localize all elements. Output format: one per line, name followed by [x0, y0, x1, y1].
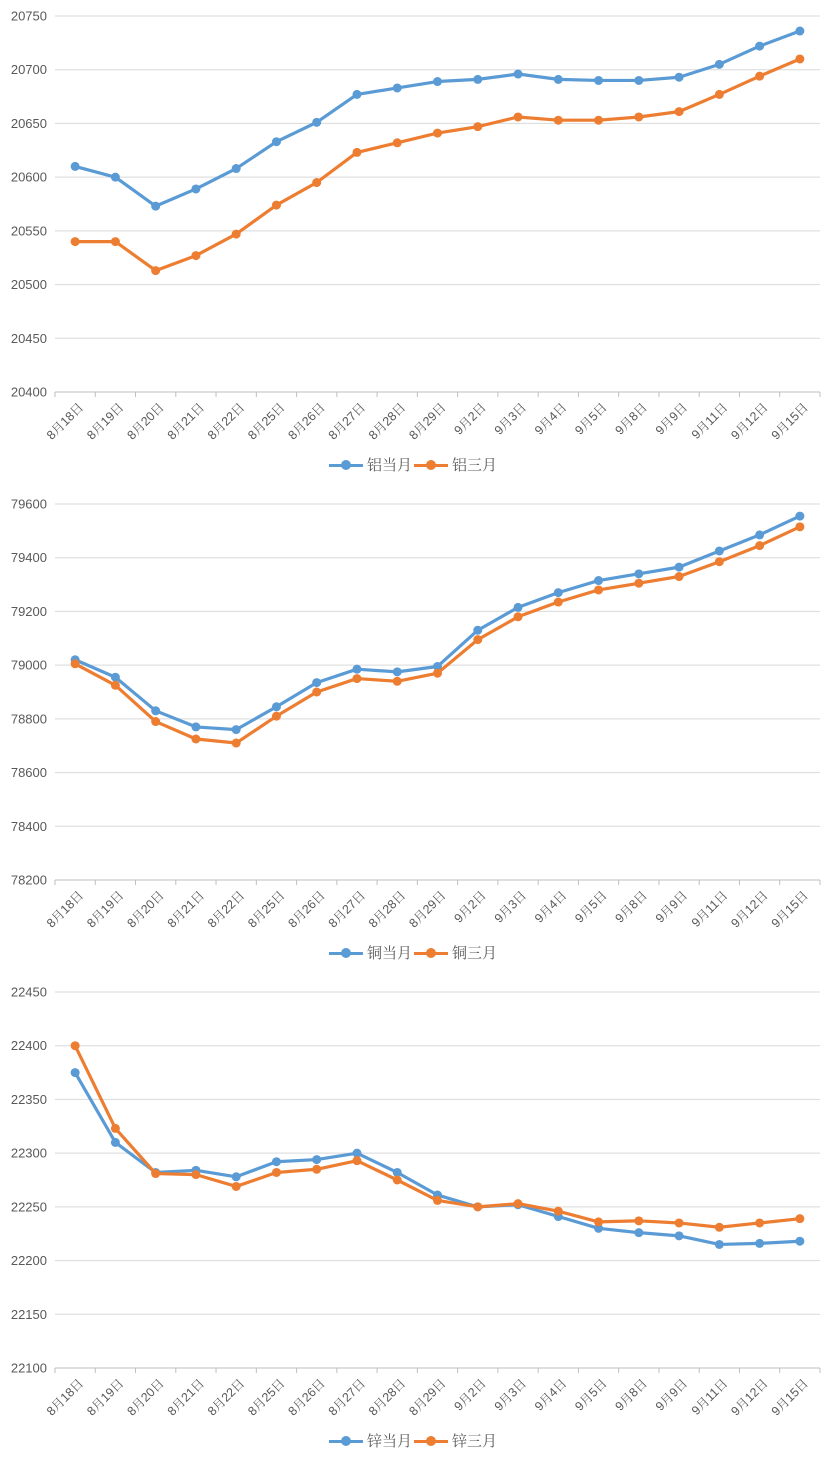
x-axis-tick-label: 9月2日	[451, 1376, 489, 1414]
x-axis-tick-label: 9月2日	[451, 400, 489, 438]
y-axis-tick-label: 20600	[10, 169, 47, 185]
y-axis-tick-label: 79600	[10, 496, 47, 512]
y-axis-tick-label: 79000	[10, 657, 47, 673]
y-axis-tick-label: 22200	[10, 1253, 47, 1269]
legend-item-zinc-three-month	[414, 1434, 497, 1449]
x-axis-tick-label: 9月12日	[728, 888, 771, 931]
x-axis-labels	[44, 888, 811, 930]
x-axis-tick-label: 8月20日	[124, 888, 167, 931]
x-axis-tick-label: 9月15日	[768, 400, 811, 443]
dot-marker-icon	[341, 1436, 351, 1446]
legend-item-zinc-current-month	[329, 1434, 412, 1449]
x-axis-tick-label: 9月3日	[491, 400, 530, 438]
y-axis-tick-label: 22400	[10, 1038, 47, 1054]
legend-item-copper-current-month	[329, 946, 412, 961]
x-axis-tick-label: 8月18日	[43, 888, 87, 931]
gridlines	[11, 9, 820, 400]
dot-marker-icon	[426, 948, 436, 958]
x-axis-tick-label: 9月4日	[532, 400, 570, 438]
x-axis-tick-label: 9月8日	[612, 400, 650, 438]
x-axis-tick-label: 9月12日	[728, 400, 771, 443]
legend-label: 铝三月	[452, 456, 498, 474]
x-axis-tick-label: 8月21日	[164, 1376, 208, 1419]
x-axis-tick-label: 8月22日	[204, 888, 248, 931]
x-axis-tick-label: 9月8日	[612, 888, 650, 926]
copper-chart-legend	[0, 940, 826, 966]
x-axis-tick-label: 8月25日	[245, 400, 288, 443]
x-axis-tick-label: 9月11日	[688, 400, 731, 442]
y-axis-tick-label: 22350	[10, 1091, 47, 1107]
y-axis-tick-label: 79400	[10, 550, 47, 566]
x-axis-tick-label: 8月26日	[285, 1376, 328, 1419]
series-line-0	[71, 1068, 805, 1249]
x-axis-tick-label: 9月2日	[451, 888, 489, 926]
x-axis-tick-label: 9月15日	[768, 1376, 811, 1419]
x-axis-labels	[44, 400, 811, 442]
x-axis-tick-label: 8月29日	[406, 888, 449, 931]
y-axis-tick-label: 20750	[10, 8, 47, 24]
y-axis-tick-label: 22150	[10, 1306, 47, 1322]
x-axis-tick-label: 8月20日	[124, 400, 167, 443]
legend-label: 锌三月	[452, 1432, 498, 1450]
chart-block-zinc	[0, 976, 826, 1454]
x-axis-ticks	[55, 880, 820, 885]
y-axis-tick-label: 20700	[10, 62, 47, 78]
series-line-1	[71, 54, 805, 275]
x-axis-tick-label: 9月9日	[652, 1376, 691, 1414]
dot-marker-icon	[426, 1436, 436, 1446]
legend-label: 铜三月	[452, 944, 498, 962]
x-axis-labels	[44, 1376, 811, 1418]
line-marker-icon	[414, 464, 448, 467]
legend-item-aluminum-current-month	[329, 458, 412, 473]
x-axis-tick-label: 8月27日	[325, 888, 369, 931]
series-line-1	[71, 522, 805, 747]
y-axis-tick-label: 20650	[10, 115, 47, 131]
y-axis-tick-label: 78400	[10, 818, 47, 834]
x-axis-tick-label: 9月11日	[688, 1376, 731, 1418]
x-axis-tick-label: 9月9日	[652, 400, 691, 438]
y-axis-tick-label: 20550	[10, 223, 47, 239]
line-marker-icon	[414, 1440, 448, 1443]
x-axis-tick-label: 8月29日	[406, 1376, 449, 1419]
x-axis-tick-label: 8月28日	[366, 1376, 409, 1419]
dot-marker-icon	[426, 460, 436, 470]
x-axis-tick-label: 9月3日	[491, 888, 530, 926]
x-axis-tick-label: 9月11日	[688, 888, 731, 930]
zinc-price-line-chart	[0, 976, 826, 1428]
legend-label: 铜当月	[366, 944, 412, 962]
x-axis-tick-label: 9月15日	[768, 888, 811, 931]
y-axis-tick-label: 78800	[10, 711, 47, 727]
y-axis-tick-label: 78600	[10, 765, 47, 781]
x-axis-tick-label: 8月18日	[43, 400, 87, 443]
x-axis-tick-label: 9月4日	[532, 888, 570, 926]
copper-price-line-chart	[0, 488, 826, 940]
aluminum-price-line-chart	[0, 0, 826, 452]
chart-block-copper	[0, 488, 826, 966]
x-axis-ticks	[55, 1368, 820, 1373]
series-line-1	[71, 1041, 805, 1232]
x-axis-tick-label: 8月29日	[406, 400, 449, 443]
zinc-chart-legend	[0, 1428, 826, 1454]
x-axis-tick-label: 8月20日	[124, 1376, 167, 1419]
y-axis-tick-label: 22300	[10, 1145, 47, 1161]
x-axis-tick-label: 8月26日	[285, 400, 328, 443]
legend-label: 铝当月	[366, 456, 412, 474]
x-axis-tick-label: 9月5日	[572, 888, 610, 926]
line-marker-icon	[329, 1440, 363, 1443]
line-marker-icon	[414, 952, 448, 955]
x-axis-tick-label: 8月28日	[366, 888, 409, 931]
x-axis-tick-label: 8月26日	[285, 888, 328, 931]
x-axis-tick-label: 8月21日	[164, 400, 208, 443]
x-axis-tick-label: 9月8日	[612, 1376, 650, 1414]
x-axis-ticks	[55, 392, 820, 397]
x-axis-tick-label: 9月4日	[532, 1376, 570, 1414]
aluminum-chart-legend	[0, 452, 826, 478]
x-axis-tick-label: 8月22日	[204, 1376, 248, 1419]
y-axis-tick-label: 20400	[10, 384, 47, 400]
chart-block-aluminum	[0, 0, 826, 478]
x-axis-tick-label: 8月25日	[245, 888, 288, 931]
x-axis-tick-label: 9月12日	[728, 1376, 771, 1419]
y-axis-tick-label: 22100	[10, 1360, 47, 1376]
x-axis-tick-label: 8月27日	[325, 1376, 369, 1419]
x-axis-tick-label: 9月9日	[652, 888, 691, 926]
x-axis-tick-label: 9月5日	[572, 1376, 610, 1414]
x-axis-tick-label: 8月19日	[84, 888, 127, 931]
x-axis-tick-label: 9月3日	[491, 1376, 530, 1414]
x-axis-tick-label: 8月28日	[366, 400, 409, 443]
y-axis-tick-label: 78200	[10, 872, 47, 888]
y-axis-tick-label: 20450	[10, 330, 47, 346]
legend-item-aluminum-three-month	[414, 458, 497, 473]
x-axis-tick-label: 8月27日	[325, 400, 369, 443]
y-axis-tick-label: 79200	[10, 603, 47, 619]
y-axis-tick-label: 22250	[10, 1199, 47, 1215]
legend-item-copper-three-month	[414, 946, 497, 961]
series-line-0	[71, 27, 805, 211]
y-axis-tick-label: 22450	[10, 984, 47, 1000]
x-axis-tick-label: 8月22日	[204, 400, 248, 443]
y-axis-tick-label: 20500	[10, 277, 47, 293]
x-axis-tick-label: 9月5日	[572, 400, 610, 438]
x-axis-tick-label: 8月21日	[164, 888, 208, 931]
line-marker-icon	[329, 464, 363, 467]
x-axis-tick-label: 8月18日	[43, 1376, 87, 1419]
legend-label: 锌当月	[366, 1432, 412, 1450]
line-marker-icon	[329, 952, 363, 955]
gridlines	[11, 985, 820, 1376]
x-axis-tick-label: 8月19日	[84, 400, 127, 443]
dot-marker-icon	[341, 948, 351, 958]
x-axis-tick-label: 8月19日	[84, 1376, 127, 1419]
x-axis-tick-label: 8月25日	[245, 1376, 288, 1419]
dot-marker-icon	[341, 460, 351, 470]
series-line-0	[71, 512, 805, 735]
